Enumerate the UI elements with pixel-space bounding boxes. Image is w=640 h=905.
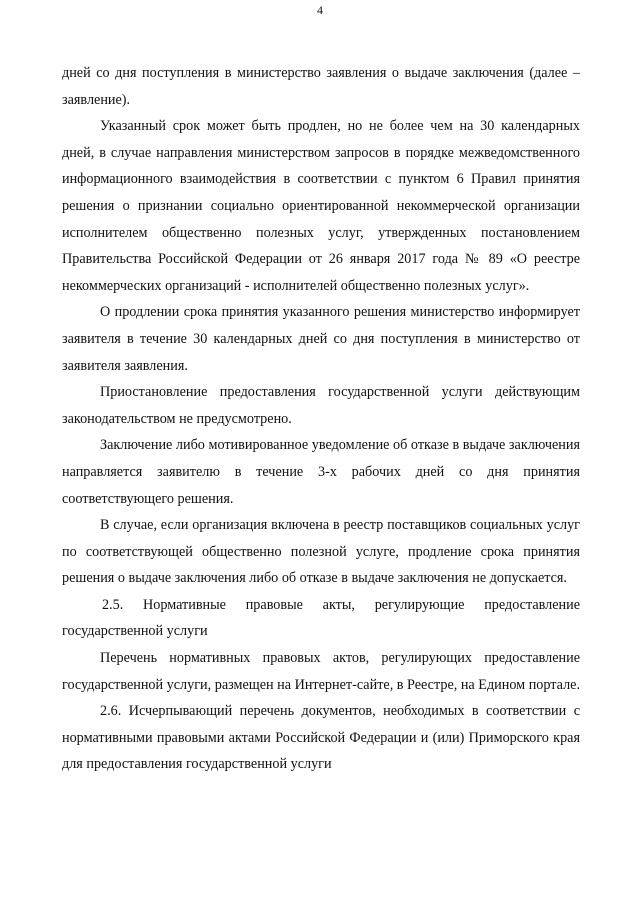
paragraph-term-extension: Указанный срок может быть продлен, но не более чем на 30 календарных дней, в случае направления министерством запросов в порядке межведомственного информационного взаимодействия в соответствии с пунктом 6 Правил принятия решения о признании социально ориентированной некоммерческой организации исполнителем общественно полезных услуг, утвержденных постановлением Правительства Российской Федерации от 26 января 2017 года № 89 «О реестре некоммерческих организаций - исполнителей общественно полезных услуг». <box>62 118 580 294</box>
section-heading-2-5: 2.5. Нормативные правовые акты, регулирующие предоставление государственной услуги <box>62 596 580 640</box>
paragraph-suspension: Приостановление предоставления государственной услуги действующим законодательством не предусмотрено. <box>62 384 580 427</box>
document-body <box>62 60 580 778</box>
section-heading-2-6: 2.6. Исчерпывающий перечень документов, необходимых в соответствии с нормативными правовыми актами Российской Федерации и (или) Приморского края для предоставления государственной услуги <box>62 703 580 773</box>
paragraph-registry-case: В случае, если организация включена в реестр поставщиков социальных услуг по соответствующей общественно полезной услуге, продление срока принятия решения о выдаче заключения либо об отказе в выдаче заключения не допускается. <box>62 517 580 587</box>
paragraph-legal-acts-list: Перечень нормативных правовых актов, регулирующих предоставление государственной услуги, размещен на Интернет-сайте, в Реестре, на Едином портале. <box>62 650 581 693</box>
paragraph-continuation: дней со дня поступления в министерство заявления о выдаче заключения (далее – заявление). <box>62 65 580 108</box>
page-number: 4 <box>317 3 323 17</box>
paragraph-conclusion-delivery: Заключение либо мотивированное уведомление об отказе в выдаче заключения направляется заявителю в течение 3-х рабочих дней со дня принятия соответствующего решения. <box>62 437 580 507</box>
paragraph-extension-notice: О продлении срока принятия указанного решения министерство информирует заявителя в течение 30 календарных дней со дня поступления в министерство от заявителя заявления. <box>62 304 580 374</box>
